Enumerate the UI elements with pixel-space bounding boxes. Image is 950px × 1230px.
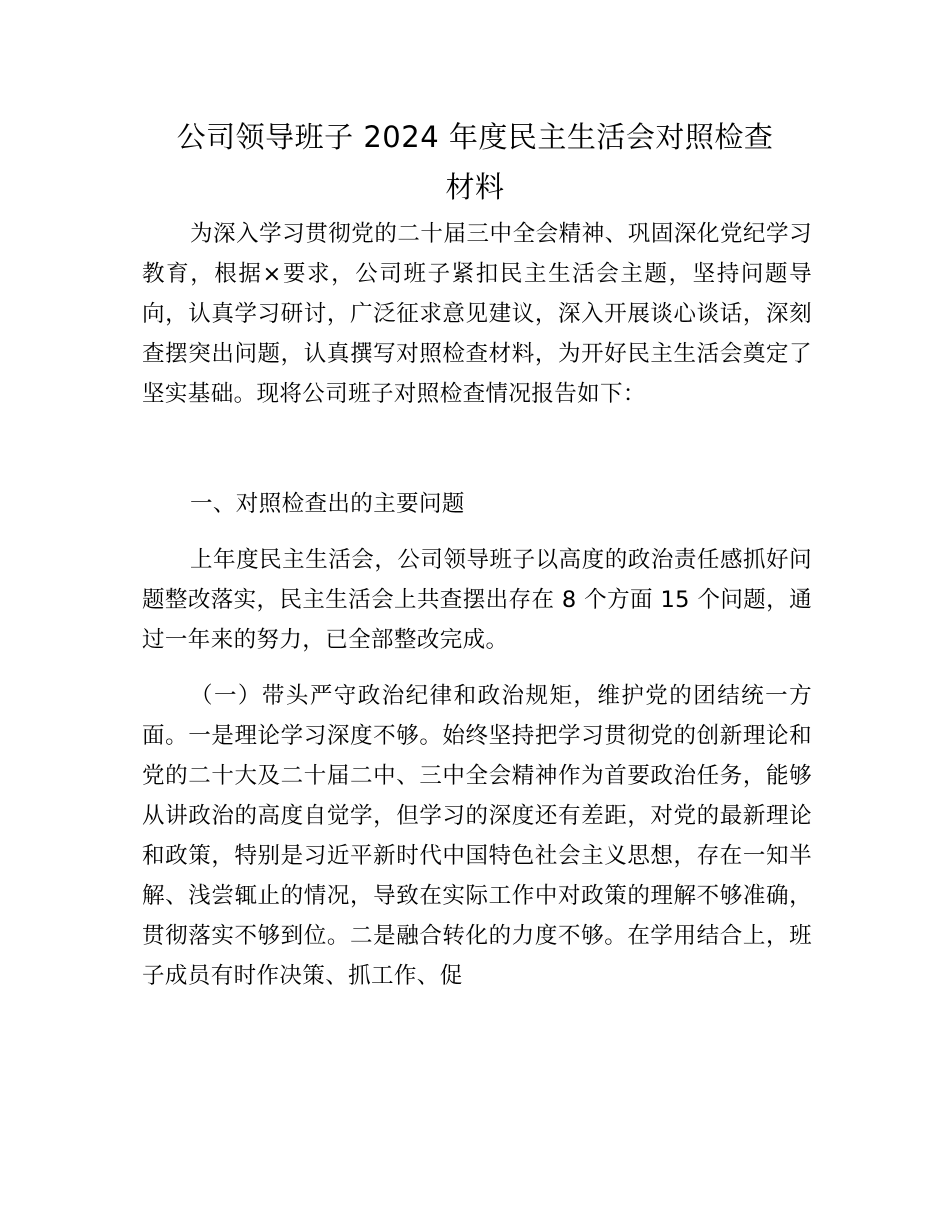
- intro-paragraph: 为深入学习贯彻党的二十届三中全会精神、巩固深化党纪学习教育，根据×要求，公司班子紧扣民主生活会主题，坚持问题导向，认真学习研讨，广泛征求意见建议，深入开展谈心谈话，深刻查摆突出问题，认真撰写对照检查材料，为开好民主生活会奠定了坚实基础。现将公司班子对照检查情况报告如下：: [142, 221, 812, 407]
- document-title: [130, 112, 820, 212]
- title-line-2: 材料: [445, 170, 505, 204]
- section-heading: 一、对照检查出的主要问题: [190, 491, 465, 517]
- body-paragraph: 上年度民主生活会，公司领导班子以高度的政治责任感抓好问题整改落实，民主生活会上共查摆出存在 8 个方面 15 个问题，通过一年来的努力，已全部整改完成。: [142, 547, 812, 653]
- body-paragraph: （一）带头严守政治纪律和政治规矩，维护党的团结统一方面。一是理论学习深度不够。始终坚持把学习贯彻党的创新理论和党的二十大及二十届二中、三中全会精神作为首要政治任务，能够从讲政治的高度自觉学，但学习的深度还有差距，对党的最新理论和政策，特别是习近平新时代中国特色社会主义思想，存在一知半解、浅尝辄止的情况，导致在实际工作中对政策的理解不够准确，贯彻落实不够到位。二是融合转化的力度不够。在学用结合上，班子成员有时作决策、抓工作、促: [142, 683, 812, 989]
- title-line-1: 公司领导班子 2024 年度民主生活会对照检查: [176, 120, 774, 154]
